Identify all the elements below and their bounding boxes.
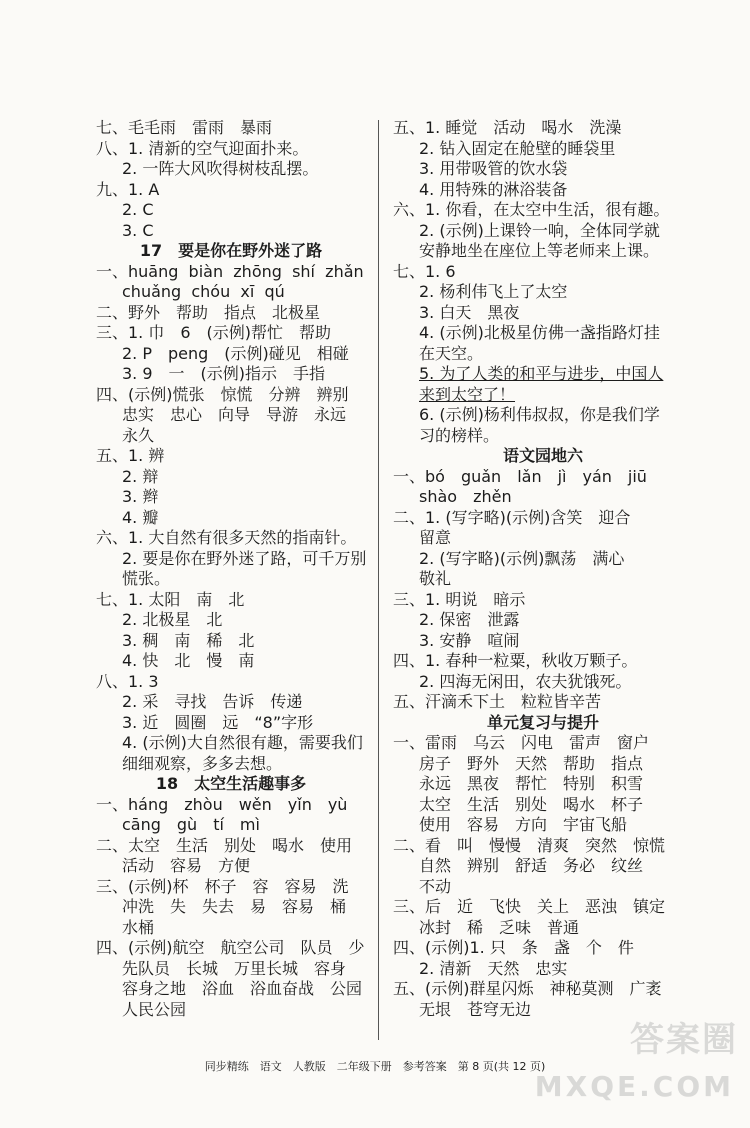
answer-line: 自然 辨别 舒适 务必 纹丝	[419, 856, 644, 875]
answer-line: 九、1. A	[96, 179, 160, 199]
answer-line: 二、野外 帮助 指点 北极星	[96, 302, 321, 322]
page-footer: 同步精练 语文 人教版 二年级下册 参考答案 第 8 页(共 12 页)	[204, 1060, 546, 1073]
answer-line: 四、(示例)航空 航空公司 队员 少	[96, 938, 365, 957]
answer-line: 4. 用特殊的淋浴装备	[419, 179, 568, 199]
answer-line: 2. 要是你在野外迷了路，可千万别	[122, 548, 367, 568]
answer-line: 6. (示例)杨利伟叔叔，你是我们学	[419, 405, 660, 424]
answer-line: 冲洗 失 失去 易 容易 桶	[122, 897, 347, 916]
answer-line: 二、看 叫 慢慢 清爽 突然 惊慌	[393, 835, 666, 855]
watermark-url: MXQE.COM	[534, 1070, 734, 1103]
answer-line: 二、太空 生活 别处 喝水 使用	[96, 835, 353, 855]
answer-line: 4. (示例)大自然很有趣，需要我们	[122, 733, 363, 752]
answer-line: 留意	[419, 528, 452, 547]
section-title: 17 要是你在野外迷了路	[139, 241, 323, 260]
right-answer-column	[393, 118, 693, 1020]
answer-line: 永久	[122, 425, 155, 445]
answer-line: 习的榜样。	[419, 425, 500, 445]
answer-line: 人民公园	[122, 999, 187, 1019]
answer-line: 四、(示例)1. 只 条 盏 个 件	[393, 938, 634, 957]
answer-line: 一、háng zhòu wěn yǐn yù	[96, 794, 348, 814]
answer-line: 四、1. 春种一粒粟，秋收万颗子。	[393, 651, 638, 670]
answer-line: 七、1. 太阳 南 北	[96, 589, 245, 609]
answer-line: 二、1. (写字略)(示例)含笑 迎合	[393, 507, 631, 527]
answer-line: 六、1. 你看，在太空中生活，很有趣。	[393, 200, 670, 219]
answer-line: 4. 快 北 慢 南	[122, 651, 255, 670]
answer-line: 八、1. 清新的空气迎面扑来。	[96, 138, 309, 158]
column-divider	[378, 120, 379, 1040]
answer-line: 容身之地 浴血 浴血奋战 公园	[122, 979, 363, 998]
answer-line: 安静地坐在座位上等老师来上课。	[419, 241, 660, 260]
answer-line: 2. 杨利伟飞上了太空	[419, 282, 568, 301]
section-title: 18 太空生活趣事多	[155, 774, 307, 793]
watermark-text: 答案圈	[630, 1020, 738, 1060]
answer-line: 四、(示例)慌张 惊慌 分辨 辨别	[96, 384, 349, 404]
answer-line: 三、1. 巾 6 (示例)帮忙 帮助	[96, 323, 332, 342]
answer-line: 2. 保密 泄露	[419, 610, 520, 629]
answer-line: 2. (示例)上课铃一响，全体同学就	[419, 220, 660, 240]
answer-line: 敬礼	[419, 569, 452, 588]
answer-line: 2. 钻入固定在舱壁的睡袋里	[419, 138, 616, 158]
answer-line: 使用 容易 方向 宇宙飞船	[419, 815, 628, 834]
answer-line: 永远 黑夜 帮忙 特别 积雪	[419, 774, 644, 793]
answer-line: 2. 北极星 北	[122, 610, 223, 629]
answer-line: 来到太空了！	[419, 384, 516, 404]
section-title: 语文园地六	[502, 446, 583, 465]
answer-line: 三、后 近 飞快 关上 恶浊 镇定	[393, 897, 666, 916]
answer-line: 冰封 稀 乏味 普通	[419, 917, 580, 937]
answer-line: 五、1. 辨	[96, 446, 165, 465]
answer-line: 一、huāng biàn zhōng shí zhǎn	[96, 261, 364, 281]
answer-line: 五、汗滴禾下土 粒粒皆辛苦	[393, 692, 602, 711]
answer-line: 三、1. 明说 暗示	[393, 589, 526, 609]
answer-line: 3. 用带吸管的饮水袋	[419, 159, 568, 178]
answer-line: 三、(示例)杯 杯子 容 容易 洗	[96, 876, 349, 896]
answer-line: 2. 一阵大风吹得树枝乱摆。	[122, 159, 319, 178]
answer-line: cāng gù tí mì	[122, 815, 260, 834]
answer-line: 一、bó guǎn lǎn jì yán jiū	[393, 466, 647, 486]
answer-line: 细细观察，多多去想。	[122, 753, 283, 773]
answer-line: 七、1. 6	[393, 261, 456, 281]
answer-line: 先队员 长城 万里长城 容身	[122, 958, 347, 978]
answer-line: 3. C	[122, 220, 154, 240]
answer-line: 房子 野外 天然 帮助 指点	[419, 753, 644, 773]
answer-line: 3. 近 圆圈 远 “8”字形	[122, 712, 314, 732]
answer-line: 五、1. 睡觉 活动 喝水 洗澡	[393, 118, 622, 137]
answer-line: 五、(示例)群星闪烁 神秘莫测 广袤	[393, 979, 662, 998]
answer-line: 无垠 苍穹无边	[419, 999, 532, 1019]
answer-line: shào zhěn	[419, 487, 512, 506]
section-title: 单元复习与提升	[486, 712, 599, 732]
answer-line: 2. (写字略)(示例)飘荡 满心	[419, 548, 625, 568]
answer-line: 2. 辩	[122, 466, 159, 486]
answer-line: 太空 生活 别处 喝水 杯子	[419, 794, 644, 814]
answer-line: 水桶	[122, 917, 155, 937]
answer-line: 八、1. 3	[96, 671, 159, 691]
answer-line: 一、雷雨 乌云 闪电 雷声 窗户	[393, 733, 650, 752]
left-answer-column	[96, 118, 366, 1020]
answer-line: 5. 为了人类的和平与进步，中国人	[419, 364, 664, 383]
answer-line: 3. 白天 黑夜	[419, 302, 520, 322]
answer-line: 六、1. 大自然有很多天然的指南针。	[96, 528, 357, 547]
answer-line: 2. P peng (示例)碰见 相碰	[122, 343, 349, 363]
answer-line: chuǎng chóu xī qú	[122, 282, 285, 301]
answer-line: 2. 清新 天然 忠实	[419, 958, 568, 978]
answer-line: 3. 辫	[122, 487, 159, 506]
answer-line: 4. (示例)北极星仿佛一盏指路灯挂	[419, 323, 660, 342]
answer-line: 2. 四海无闲田，农夫犹饿死。	[419, 671, 632, 691]
answer-line: 3. 稠 南 稀 北	[122, 630, 255, 650]
answer-line: 2. 采 寻找 告诉 传递	[122, 692, 303, 711]
answer-line: 活动 容易 方便	[122, 856, 251, 875]
answer-line: 4. 瓣	[122, 507, 159, 527]
answer-line: 在天空。	[419, 343, 484, 363]
answer-line: 不动	[419, 876, 452, 896]
answer-line: 2. C	[122, 200, 154, 219]
answer-line: 3. 安静 喧闹	[419, 630, 520, 650]
answer-line: 慌张。	[122, 569, 171, 588]
answer-line: 七、毛毛雨 雷雨 暴雨	[96, 118, 273, 137]
answer-line: 3. 9 一 (示例)指示 手指	[122, 364, 326, 383]
answer-line: 忠实 忠心 向导 导游 永远	[122, 405, 347, 424]
